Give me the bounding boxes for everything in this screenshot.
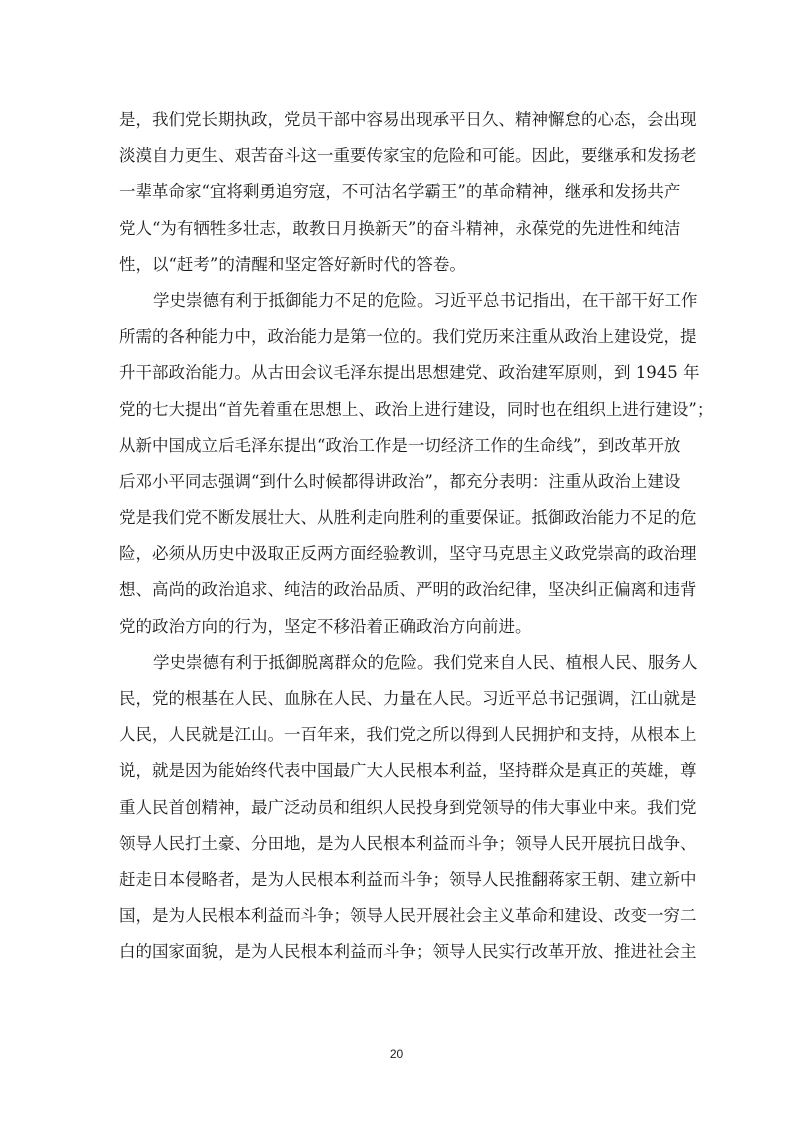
text-line: 白的国家面貌，是为人民根本利益而斗争；领导人民实行改革开放、推进社会主	[119, 942, 697, 962]
text-line: 升干部政治能力。从古田会议毛泽东提出思想建党、政治建军原则，到 1945 年	[119, 363, 700, 383]
text-line: 赶走日本侵略者，是为人民根本利益而斗争；领导人民推翻蒋家王朝、建立新中	[119, 869, 697, 889]
paragraph	[119, 645, 698, 971]
text-line: 党的七大提出“首先着重在思想上、政治上进行建设，同时也在组织上进行建设”；	[119, 399, 714, 419]
text-line: 从新中国成立后毛泽东提出“政治工作是一切经济工作的生命线”，到改革开放	[119, 435, 681, 455]
paragraph	[119, 283, 714, 645]
text-line: 是，我们党长期执政，党员干部中容易出现承平日久、精神懈怠的心态，会出现	[119, 110, 697, 129]
text-line: 一辈革命家“宜将剩勇追穷寇，不可沽名学霸王”的革命精神，继承和发扬共产	[119, 182, 681, 202]
text-line: 性，以“赶考”的清醒和坚定答好新时代的答卷。	[119, 254, 466, 274]
text-line: 险，必须从历史中汲取正反两方面经验教训，坚守马克思主义政党崇高的政治理	[119, 544, 697, 564]
text-line: 国，是为人民根本利益而斗争；领导人民开展社会主义革命和建设、改变一穷二	[119, 906, 697, 926]
text-line: 学史崇德有利于抵御能力不足的危险。习近平总书记指出，在干部干好工作	[153, 290, 698, 310]
text-line: 民，党的根基在人民、血脉在人民、力量在人民。习近平总书记强调，江山就是	[119, 689, 697, 708]
text-line: 领导人民打土豪、分田地，是为人民根本利益而斗争；领导人民开展抗日战争、	[119, 833, 697, 853]
text-line: 党的政治方向的行为，坚定不移沿着正确政治方向前进。	[119, 616, 532, 636]
text-line: 淡漠自力更生、艰苦奋斗这一重要传家宝的危险和可能。因此，要继承和发扬老	[119, 146, 697, 166]
page-number: 20	[389, 1047, 404, 1061]
text-line: 后邓小平同志强调“到什么时候都得讲政治”，都充分表明：注重从政治上建设	[119, 471, 681, 491]
text-line: 说，就是因为能始终代表中国最广大人民根本利益，坚持群众是真正的英雄，尊	[119, 761, 697, 781]
text-line: 党人“为有牺牲多壮志，敢教日月换新天”的奋斗精神，永葆党的先进性和纯洁	[119, 218, 681, 238]
text-line: 人民，人民就是江山。一百年来，我们党之所以得到人民拥护和支持，从根本上	[119, 725, 697, 745]
paragraph	[119, 102, 697, 283]
text-line: 党是我们党不断发展壮大、从胜利走向胜利的重要保证。抵御政治能力不足的危	[119, 508, 697, 528]
text-line: 重人民首创精神，最广泛动员和组织人民投身到党领导的伟大事业中来。我们党	[119, 797, 697, 817]
text-line: 学史崇德有利于抵御脱离群众的危险。我们党来自人民、植根人民、服务人	[153, 652, 698, 672]
body-text	[119, 102, 714, 971]
text-line: 想、高尚的政治追求、纯洁的政治品质、严明的政治纪律，坚决纠正偏离和违背	[119, 580, 697, 600]
text-line: 所需的各种能力中，政治能力是第一位的。我们党历来注重从政治上建设党，提	[119, 327, 697, 347]
